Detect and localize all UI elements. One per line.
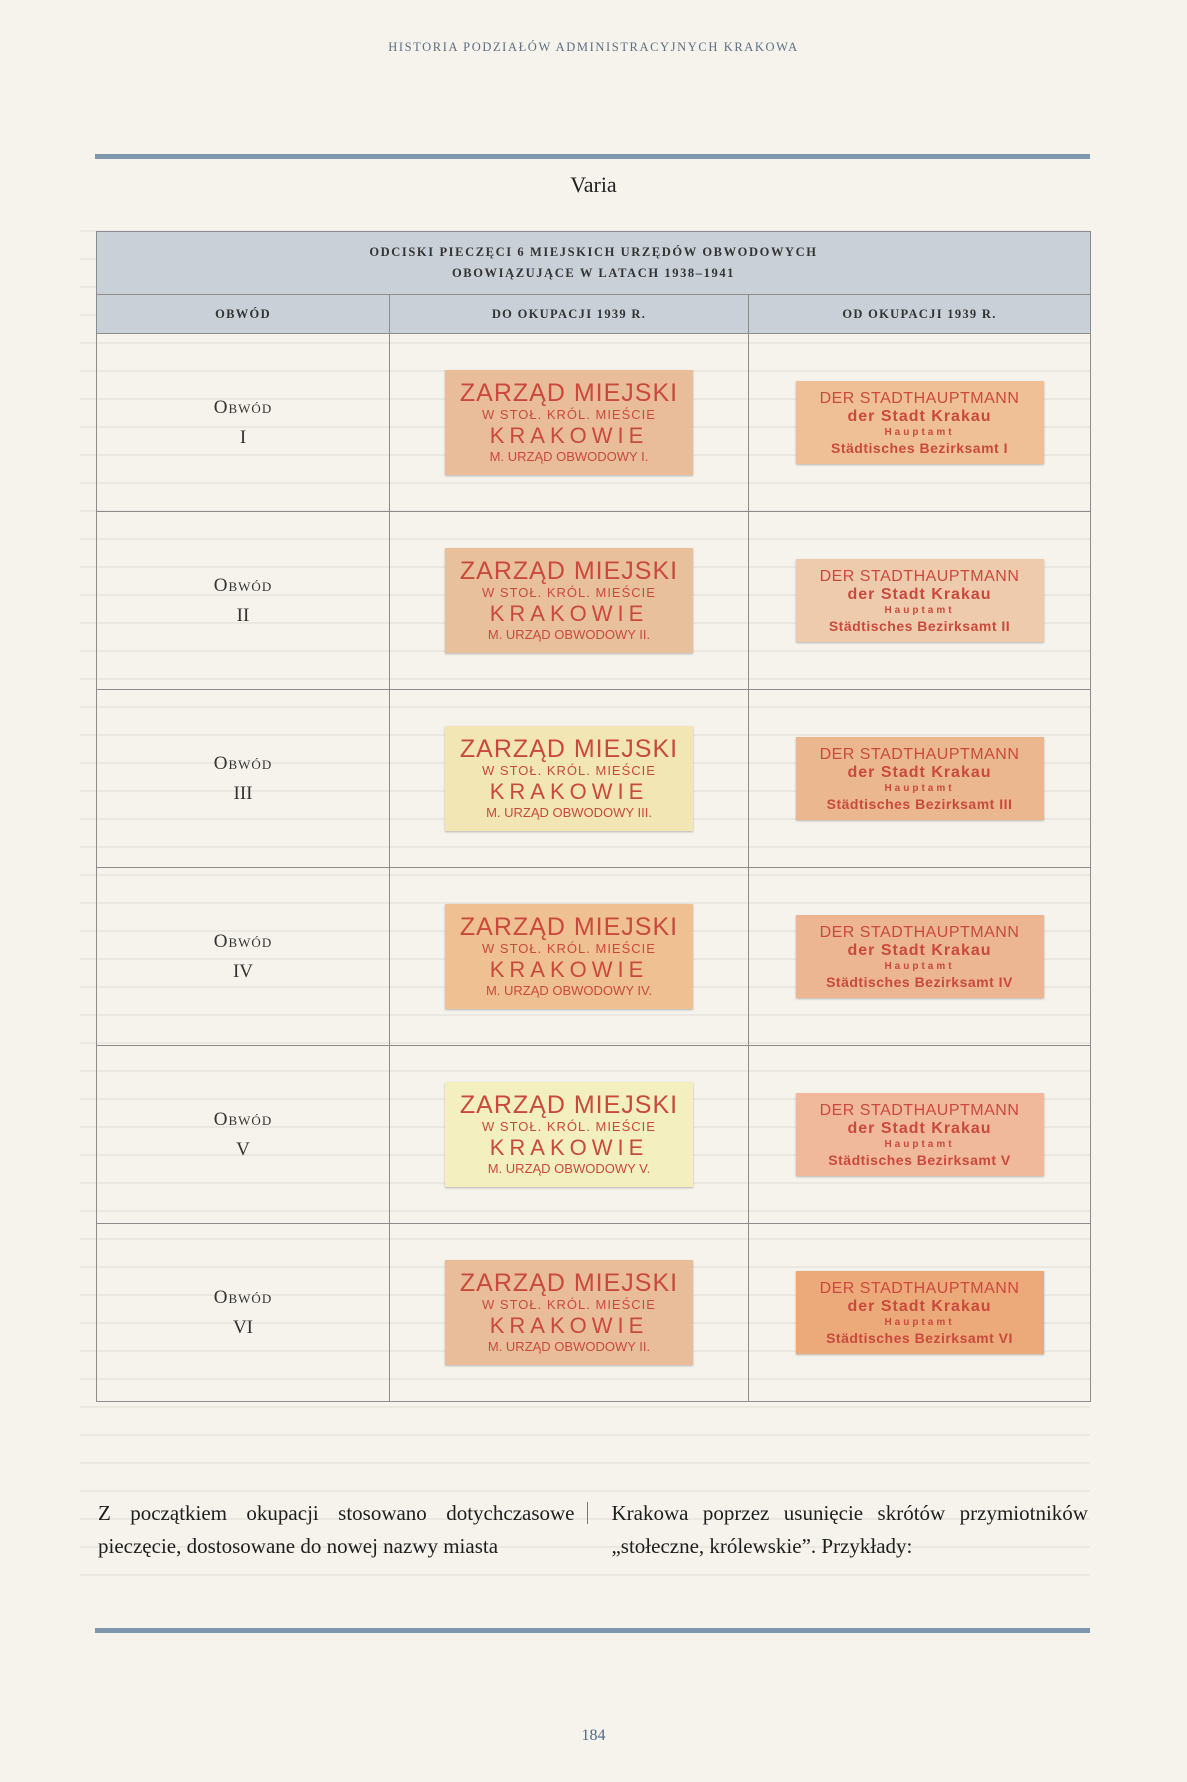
running-head: HISTORIA PODZIAŁÓW ADMINISTRACYJNYCH KRAKOWA [388,40,799,54]
district-numeral: VI [232,1316,254,1338]
german-stamp-image [796,381,1044,464]
stamp-line: Hauptamt [884,426,955,438]
german-stamp-image [796,1271,1044,1354]
german-stamp-image [796,737,1044,820]
district-numeral: III [233,782,253,804]
pre-occupation-stamp-cell [390,512,749,689]
pre-occupation-stamp-cell [390,334,749,511]
stamp-line: der Stadt Krakau [847,763,992,781]
body-text [98,1497,1088,1563]
header-before-occupation: DO OKUPACJI 1939 R. [390,295,749,333]
table-row [97,1224,1090,1401]
stamp-line: DER STADTHAUPTMANN [819,389,1020,407]
post-occupation-stamp-cell [749,512,1090,689]
table-row [97,690,1090,868]
district-numeral: IV [232,960,254,982]
district-numeral: II [236,604,250,626]
pre-occupation-stamp-cell [390,1224,749,1401]
stamp-line: KRAKOWIE [489,601,649,626]
district-label: Obwód [213,752,273,774]
stamp-line: der Stadt Krakau [847,585,992,603]
german-stamp-image [796,915,1044,998]
stamp-line: W STOŁ. KRÓL. MIEŚCIE [482,1119,656,1134]
stamp-line: Städtisches Bezirksamt I [831,439,1008,456]
pre-occupation-stamp-cell [390,1046,749,1223]
stamp-line: DER STADTHAUPTMANN [819,1279,1020,1297]
stamp-line: KRAKOWIE [489,957,649,982]
district-cell [97,1224,390,1401]
post-occupation-stamp-cell [749,1046,1090,1223]
district-numeral: V [236,1138,250,1160]
stamp-line: Städtisches Bezirksamt III [826,795,1013,812]
pre-occupation-stamp-cell [390,868,749,1045]
body-text-left: Z początkiem okupacji stosowano dotychczasowe pieczęcie, dostosowane do nowej nazwy miasta [98,1501,575,1558]
stamp-line: ZARZĄD MIEJSKI [459,1269,679,1297]
polish-stamp-image [445,370,693,475]
stamps-table [96,231,1091,1402]
stamp-line: W STOŁ. KRÓL. MIEŚCIE [482,763,656,778]
table-header-row [97,295,1090,334]
stamp-line: W STOŁ. KRÓL. MIEŚCIE [482,407,656,422]
district-label: Obwód [213,396,273,418]
stamp-line: der Stadt Krakau [847,941,992,959]
district-numeral: I [239,426,247,448]
stamp-line: ZARZĄD MIEJSKI [459,735,679,763]
stamp-line: Städtisches Bezirksamt II [828,617,1011,634]
header-after-occupation: OD OKUPACJI 1939 R. [842,306,997,321]
stamp-line: ZARZĄD MIEJSKI [459,379,679,407]
district-label: Obwód [213,1108,273,1130]
stamp-line: Hauptamt [884,1138,955,1150]
table-title-line-2: OBOWIĄZUJĄCE W LATACH 1938–1941 [451,266,736,280]
stamp-line: Hauptamt [884,960,955,972]
district-cell [97,1046,390,1223]
stamp-line: ZARZĄD MIEJSKI [459,557,679,585]
stamp-line: KRAKOWIE [489,1135,649,1160]
stamp-line: der Stadt Krakau [847,1119,992,1137]
district-cell [97,868,390,1045]
german-stamp-image [796,1093,1044,1176]
stamp-line: Städtisches Bezirksamt IV [826,973,1013,990]
stamp-line: KRAKOWIE [489,423,649,448]
stamp-line: Hauptamt [884,782,955,794]
polish-stamp-image [445,1082,693,1187]
polish-stamp-image [445,904,693,1009]
table-row [97,334,1090,512]
header-district: OBWÓD [97,295,390,333]
bottom-rule [95,1628,1090,1633]
stamp-line: Hauptamt [884,604,955,616]
post-occupation-stamp-cell [749,334,1090,511]
stamp-line: M. URZĄD OBWODOWY II. [487,627,651,642]
stamp-line: ZARZĄD MIEJSKI [459,1091,679,1119]
stamp-line: Städtisches Bezirksamt V [828,1151,1011,1168]
stamp-line: W STOŁ. KRÓL. MIEŚCIE [482,941,656,956]
body-text-right: Krakowa poprzez usunięcie skrótów przymiotników „stołeczne, królewskie”. Przykłady: [611,1501,1088,1558]
table-row [97,868,1090,1046]
pre-occupation-stamp-cell [390,690,749,867]
stamp-line: M. URZĄD OBWODOWY IV. [485,983,653,998]
stamp-line: Hauptamt [884,1316,955,1328]
column-divider [587,1502,589,1524]
district-cell [97,512,390,689]
stamp-line: W STOŁ. KRÓL. MIEŚCIE [482,585,656,600]
stamp-line: KRAKOWIE [489,1313,649,1338]
german-stamp-image [796,559,1044,642]
stamp-line: KRAKOWIE [489,779,649,804]
stamp-line: der Stadt Krakau [847,1297,992,1315]
district-label: Obwód [213,574,273,596]
polish-stamp-image [445,1260,693,1365]
table-row [97,1046,1090,1224]
page-number: 184 [581,1727,606,1744]
stamp-line: W STOŁ. KRÓL. MIEŚCIE [482,1297,656,1312]
stamp-line: DER STADTHAUPTMANN [819,923,1020,941]
stamp-line: der Stadt Krakau [847,407,992,425]
district-label: Obwód [213,1286,273,1308]
stamp-line: ZARZĄD MIEJSKI [459,913,679,941]
section-title: Varia [570,172,617,197]
post-occupation-stamp-cell [749,690,1090,867]
stamp-line: DER STADTHAUPTMANN [819,1101,1020,1119]
stamp-line: M. URZĄD OBWODOWY II. [487,1339,651,1354]
district-cell [97,334,390,511]
top-rule [95,154,1090,159]
stamp-line: Städtisches Bezirksamt VI [826,1329,1013,1346]
polish-stamp-image [445,548,693,653]
district-cell [97,690,390,867]
stamp-line: M. URZĄD OBWODOWY I. [489,449,649,464]
post-occupation-stamp-cell [749,1224,1090,1401]
table-row [97,512,1090,690]
stamp-line: M. URZĄD OBWODOWY III. [486,805,652,820]
table-title-line-1: ODCISKI PIECZĘCI 6 MIEJSKICH URZĘDÓW OBWODOWYCH [369,245,818,259]
polish-stamp-image [445,726,693,831]
district-label: Obwód [213,930,273,952]
table-title [97,232,1090,295]
stamp-line: M. URZĄD OBWODOWY V. [487,1161,651,1176]
post-occupation-stamp-cell [749,868,1090,1045]
stamp-line: DER STADTHAUPTMANN [819,745,1020,763]
stamp-line: DER STADTHAUPTMANN [819,567,1020,585]
